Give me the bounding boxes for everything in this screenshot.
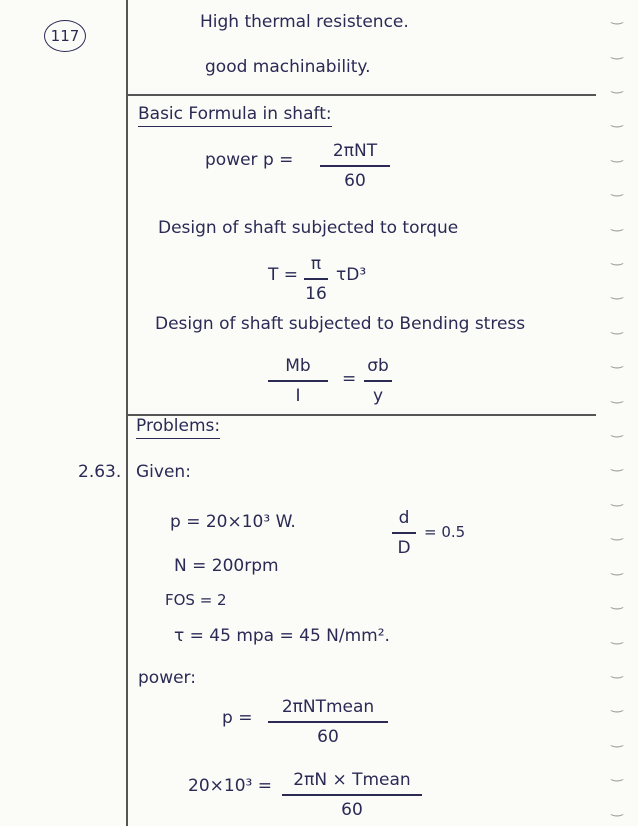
given-power: p = 20×10³ W. (170, 512, 296, 532)
final-lhs: 20×10³ = (188, 776, 272, 796)
bending-heading: Design of shaft subjected to Bending stress (155, 314, 526, 334)
given-shear-stress: τ = 45 mpa = 45 N/mm². (174, 626, 390, 646)
given-heading: Given: (136, 462, 191, 482)
line-good-machinability: good machinability. (205, 57, 371, 77)
equals-sign: = (342, 369, 357, 389)
page-number: 117 (44, 20, 86, 52)
sigma-over-y: σb y (364, 356, 392, 406)
section-divider (126, 94, 596, 96)
problems-heading: Problems: (136, 416, 220, 436)
final-fraction: 2πN × Tmean 60 (282, 770, 422, 820)
torque-fraction: π 16 (305, 254, 327, 304)
ratio-fraction: d D (392, 508, 416, 558)
p-equals: p = (222, 708, 253, 728)
line-high-thermal: High thermal resistence. (200, 12, 409, 32)
pmean-fraction: 2πNTmean 60 (268, 697, 388, 747)
given-fos: FOS = 2 (165, 591, 227, 609)
margin-line (126, 0, 128, 826)
basic-formula-heading: Basic Formula in shaft: (138, 104, 332, 124)
spiral-binding: ‿ ‿ ‿ ‿ ‿ ‿ ‿ ‿ ‿ ‿ ‿ ‿ ‿ ‿ ‿ ‿ ‿ ‿ ‿ ‿ ‿ ‿ ‿ ‿ (611, 9, 623, 817)
power-lhs: power p = (205, 150, 294, 170)
torque-heading: Design of shaft subjected to torque (158, 218, 459, 238)
torque-lhs: T = (268, 265, 299, 285)
torque-rhs: τD³ (336, 265, 367, 285)
ratio-value: = 0.5 (424, 523, 466, 541)
mb-over-i: Mb I (268, 356, 328, 406)
power-fraction: 2πNT 60 (320, 141, 390, 191)
problem-number: 2.63. (78, 462, 122, 482)
given-speed: N = 200rpm (174, 556, 279, 576)
power-heading: power: (138, 668, 196, 688)
